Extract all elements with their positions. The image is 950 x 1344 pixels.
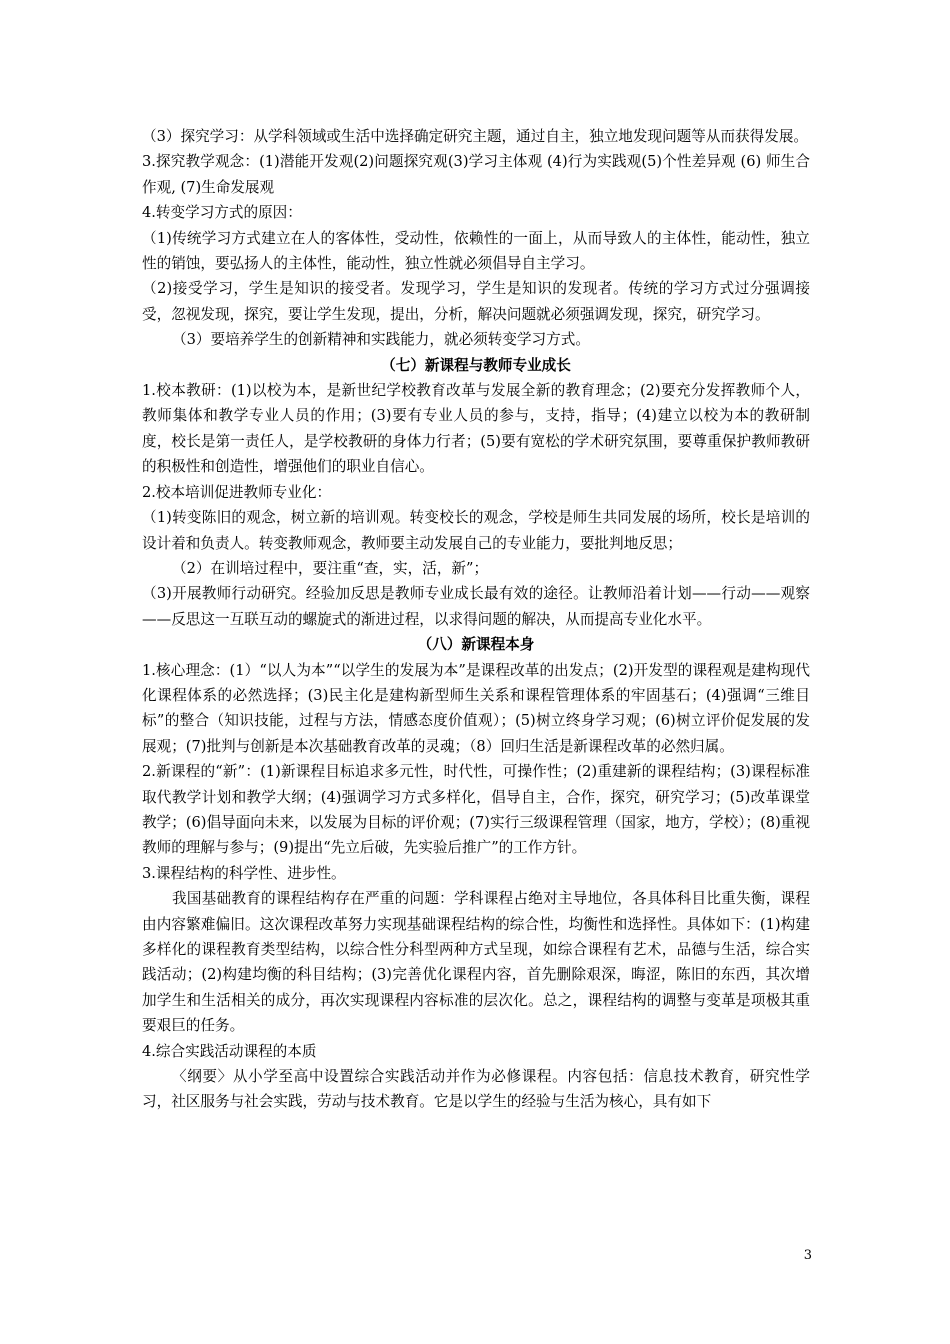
section-heading-7: （七）新课程与教师专业成长	[381, 356, 571, 374]
paragraph-16: 3.课程结构的科学性、进步性。	[142, 864, 346, 882]
paragraph-14: 1.核心理念：(1）“以人为本”“以学生的发展为本”是课程改革的出发点；(2)开发型的课程观是建构现代化课程体系的必然选择；(3)民主化是建构新型师生关系和课程管理体系的牢固基石；(4)强调“三维目标”的整合（知识技能，过程与方法，情感态度价值观）；(5)树立终身学习观；(6)树立评价促发展的发展观；(7)批判与创新是本次基础教育改革的灵魂；（8）回归生活是新课程改革的必然归属。	[142, 661, 810, 755]
document-body	[142, 124, 810, 1115]
paragraph-18: 4.综合实践活动课程的本质	[142, 1042, 317, 1060]
paragraph-2: 3.探究教学观念：(1)潜能开发观(2)问题探究观(3)学习主体观 (4)行为实践观(5)个性差异观 (6) 师生合作观, (7)生命发展观	[142, 153, 810, 196]
paragraph-4: （1)传统学习方式建立在人的客体性，受动性，依赖性的一面上，从而导致人的主体性，能动性，独立性的销蚀，要弘扬人的主体性，能动性，独立性就必须倡导自主学习。	[142, 229, 810, 273]
paragraph-12: （3)开展教师行动研究。经验加反思是教师专业成长最有效的途径。让教师沿着计划——行动——观察——反思这一互联互动的螺旋式的渐进过程，以求得问题的解决，从而提高专业化水平。	[142, 585, 810, 628]
paragraph-8: 1.校本教研：(1)以校为本，是新世纪学校教育改革与发展全新的教育理念；(2)要充分发挥教师个人，教师集体和教学专业人员的作用；(3)要有专业人员的参与，支持，指导；(4)建立以校为本的教研制度，校长是第一责任人，是学校教研的身体力行者；(5)要有宽松的学术研究氛围，要尊重保护教师教研的积极性和创造性，增强他们的职业自信心。	[142, 382, 810, 476]
paragraph-6: （3）要培养学生的创新精神和实践能力，就必须转变学习方式。	[172, 331, 590, 349]
paragraph-19: 〈纲要〉从小学至高中设置综合实践活动并作为必修课程。内容包括：信息技术教育，研究性学习，社区服务与社会实践，劳动与技术教育。它是以学生的经验与生活为核心，具有如下	[142, 1068, 810, 1111]
paragraph-5: （2)接受学习，学生是知识的接受者。发现学习，学生是知识的发现者。传统的学习方式过分强调接受，忽视发现，探究，要让学生发现，提出，分析，解决问题就必须强调发现，探究，研究学习。	[142, 280, 810, 323]
paragraph-11: （2）在训培过程中，要注重“查，实，活，新”；	[172, 559, 489, 577]
paragraph-15: 2.新课程的“新”：(1)新课程目标追求多元性，时代性，可操作性；(2)重建新的课程结构；(3)课程标准取代教学计划和教学大纲；(4)强调学习方式多样化，倡导自主，合作，探究，研究学习；(5)改革课堂教学；(6)倡导面向未来，以发展为目标的评价观；(7)实行三级课程管理（国家，地方，学校）；(8)重视教师的理解与参与；(9)提出“先立后破，先实验后推广”的工作方针。	[142, 763, 810, 857]
paragraph-9: 2.校本培训促进教师专业化：	[142, 483, 332, 501]
paragraph-17: 我国基础教育的课程结构存在严重的问题：学科课程占绝对主导地位，各具体科目比重失衡，课程由内容繁难偏旧。这次课程改革努力实现基础课程结构的综合性，均衡性和选择性。具体如下：(1)构建多样化的课程教育类型结构，以综合性分科型两种方式呈现，如综合课程有艺术，品德与生活，综合实践活动；(2)构建均衡的科目结构；(3)完善优化课程内容，首先删除艰深，晦涩，陈旧的东西，其次增加学生和生活相关的成分，再次实现课程内容标准的层次化。总之，课程结构的调整与变革是项极其重要艰巨的任务。	[142, 890, 810, 1035]
page-number: 3	[803, 1248, 812, 1263]
paragraph-1: （3）探究学习：从学科领域或生活中选择确定研究主题，通过自主，独立地发现问题等从而获得发展。	[142, 128, 809, 145]
section-heading-8: （八）新课程本身	[417, 636, 535, 654]
paragraph-3: 4.转变学习方式的原因：	[142, 204, 302, 222]
paragraph-10: （1)转变陈旧的观念，树立新的培训观。转变校长的观念，学校是师生共同发展的场所，校长是培训的设计着和负责人。转变教师观念，教师要主动发展自己的专业能力，要批判地反思；	[142, 509, 810, 552]
